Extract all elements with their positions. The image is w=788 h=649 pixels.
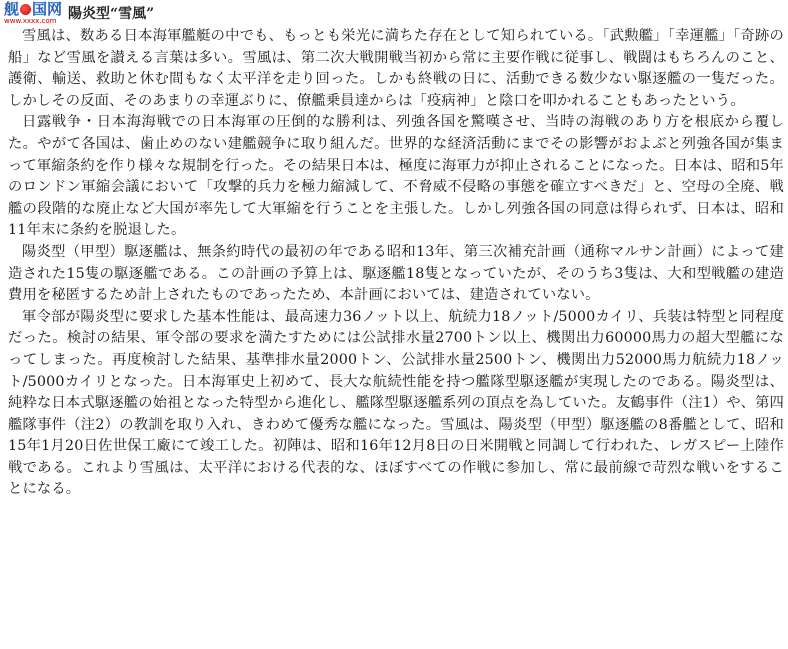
watermark-mark (4, 2, 62, 17)
watermark-prefix: 舰 (4, 0, 20, 18)
paragraph: 陽炎型（甲型）駆逐艦は、無条約時代の最初の年である昭和13年、第三次補充計画（通称マルサン計画）によって建造された15隻の駆逐艦である。この計画の予算上は、駆逐艦18隻となっていたが、そのうち3隻は、大和型戦艦の建造費用を秘匿するため計上されたものであったため、本計画においては、建造されていない。 (8, 243, 784, 304)
paragraph: 軍令部が陽炎型に要求した基本性能は、最高速力36ノット以上、航続力18ノット/5000カイリ、兵装は特型と同程度だった。検討の結果、軍令部の要求を満たすためには公試排水量2700トン以上、機関出力60000馬力の超大型艦になってしまった。再度検討した結果、基準排水量2000トン、公試排水量2500トン、機関出力52000馬力航続力18ノット/5000カイリとなった。日本海軍史上初めて、長大な航続性能を持つ艦隊型駆逐艦が実現したのである。陽炎型は、純粋な日本式駆逐艦の始祖となった特型から進化し、艦隊型駆逐艦系列の頂点を為していた。友鶴事件（注1）や、第四艦隊事件（注2）の教訓を取り入れ、きわめて優秀な艦になった。雪風は、陽炎型（甲型）駆逐艦の8番艦として、昭和15年1月20日佐世保工廠にて竣工した。初陣は、昭和16年12月8日の日米開戦と同調して行われた、レガスピー上陸作戦である。これより雪風は、太平洋における代表的な、ほぼすべての作戦に参加し、常に最前線で苛烈な戦いをすることになる。 (8, 308, 784, 498)
paragraph: 日露戦争・日本海海戦での日本海軍の圧倒的な勝利は、列強各国を驚嘆させ、当時の海戦のあり方を根底から覆した。やがて各国は、歯止めのない建艦競争に取り組んだ。世界的な経済活動にまでその影響がおよぶと列強各国が集まって軍縮条約を作り様々な規制を行った。その結果日本は、極度に海軍力が抑止されることになった。日本は、昭和5年のロンドン軍縮会議において「攻撃的兵力を極力縮減して、不脅威不侵略の事態を確立すべきだ」と、空母の全廃、戦艦の段階的な廃止など大国が率先して大軍縮を行うことを主張した。しかし列強各国の同意は得られず、日本は、昭和11年末に条約を脱退した。 (8, 114, 784, 239)
article-body (8, 26, 784, 501)
watermark-char: 国 (32, 0, 48, 18)
page-header (4, 0, 154, 26)
watermark-url: www.xxxx.com (4, 16, 57, 25)
site-watermark-logo (4, 2, 62, 25)
watermark-dot-icon (20, 4, 31, 15)
paragraph: 雪風は、数ある日本海軍艦艇の中でも、もっとも栄光に満ちた存在として知られている。「武勲艦」「幸運艦」「奇跡の船」など雪風を讃える言葉は多い。雪風は、第二次大戦開戦当初から常に主要作戦に従事し、戦闘はもちろんのこと、護衛、輸送、救助と休む間もなく太平洋を走り回った。しかも終戦の日に、活動できる数少ない駆逐艦の一隻だった。しかしその反面、そのあまりの幸運ぶりに、僚艦乗員達からは「疫病神」と陰口を叩かれることもあったという。 (8, 28, 784, 109)
watermark-char-2: 网 (47, 0, 63, 18)
page-title: 陽炎型“雪風” (68, 6, 155, 22)
